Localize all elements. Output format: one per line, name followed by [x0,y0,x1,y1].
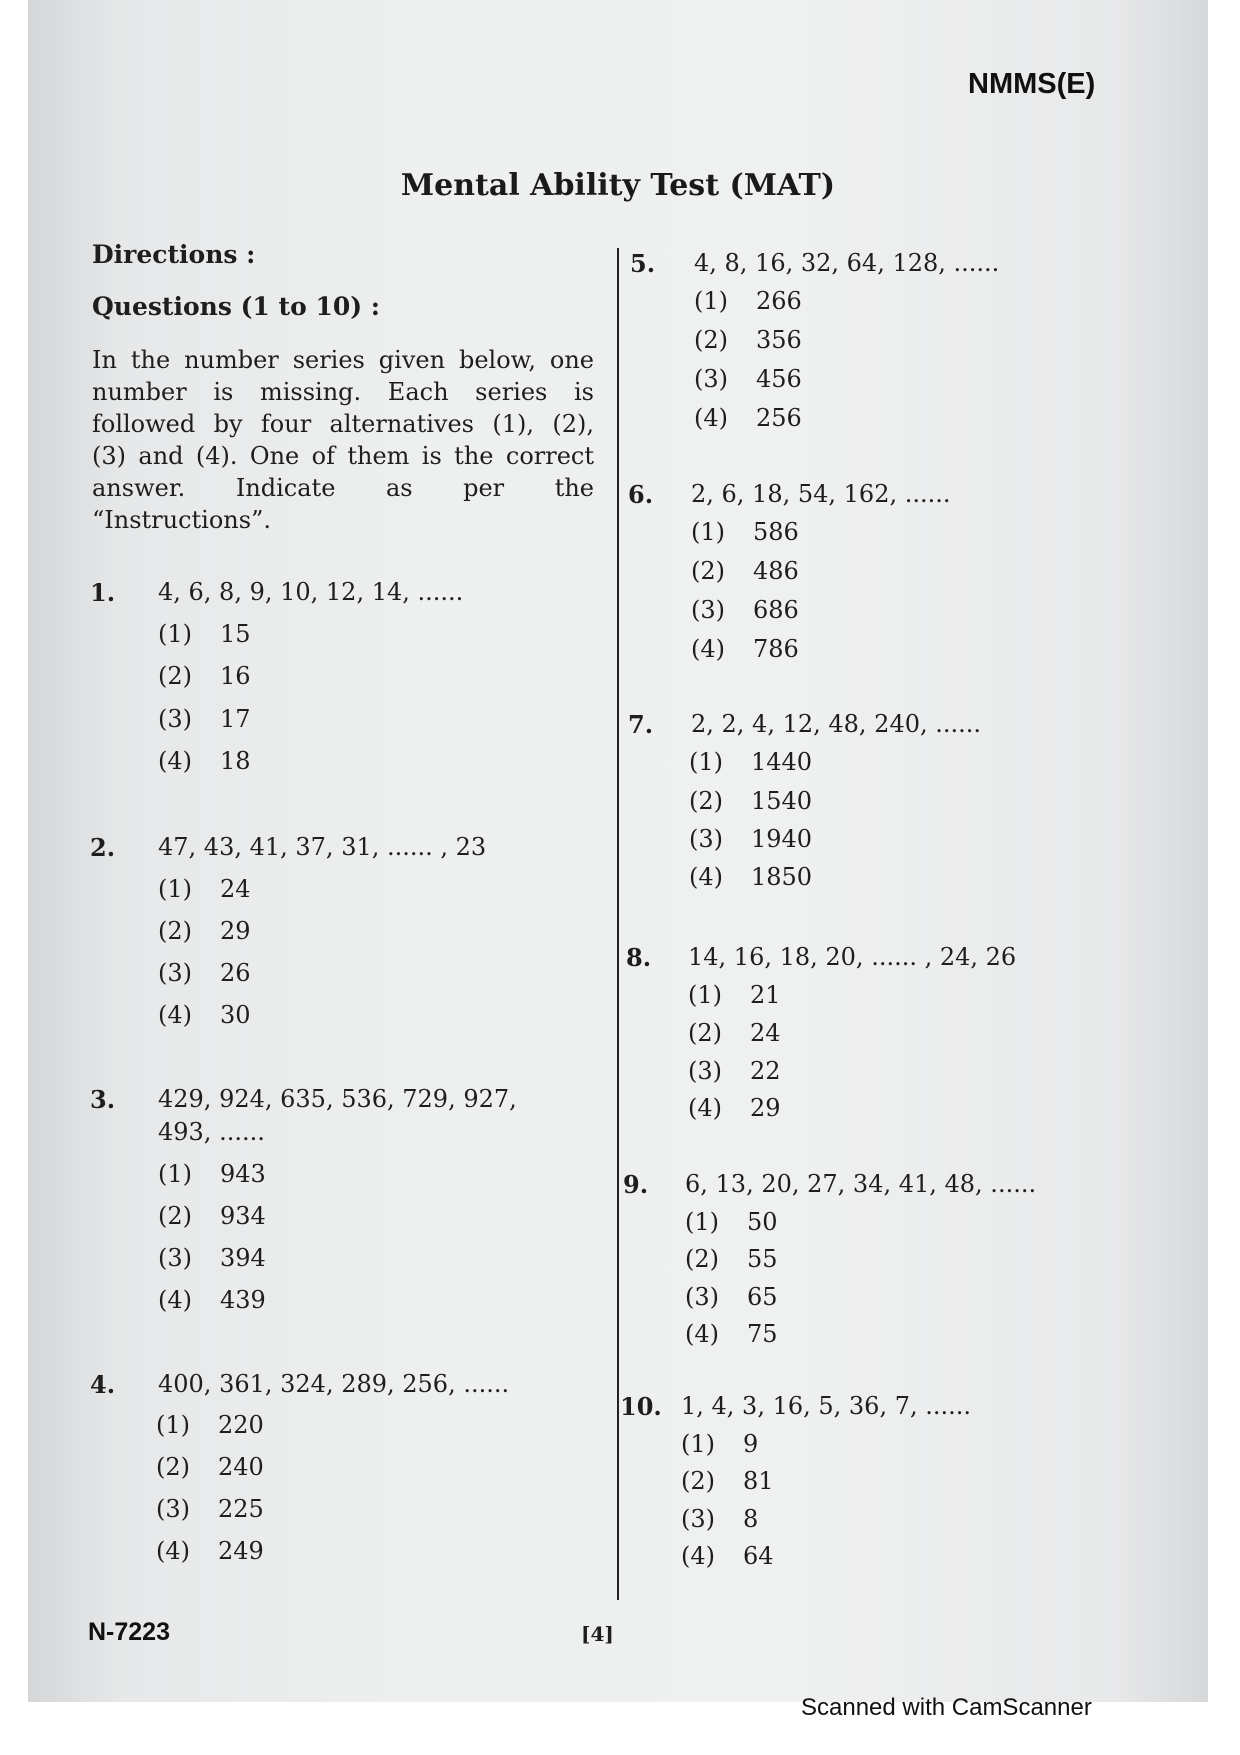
question-series: 4, 6, 8, 9, 10, 12, 14, ...... [158,578,464,606]
option-label: (3) [158,959,192,987]
question-series: 4, 8, 16, 32, 64, 128, ...... [694,249,1000,277]
option-label: (4) [691,635,725,663]
option-label: (2) [689,787,723,815]
question-number: 1. [90,578,116,607]
question-number: 9. [623,1170,649,1199]
scanner-watermark: Scanned with CamScanner [801,1694,1092,1721]
answer-option [685,1245,778,1273]
answer-option [158,1286,266,1314]
answer-option [681,1467,774,1495]
option-label: (2) [694,326,728,354]
answer-option [688,1094,781,1122]
option-label: (2) [158,1202,192,1230]
answer-option [691,518,799,546]
option-label: (1) [156,1411,190,1439]
question-number: 7. [628,710,654,739]
directions-paragraph [92,344,594,536]
option-label: (1) [688,981,722,1009]
answer-option [688,1019,781,1047]
option-value: 686 [753,596,799,624]
option-value: 225 [218,1495,264,1523]
option-label: (2) [156,1453,190,1481]
answer-option [685,1283,778,1311]
paper-code: N-7223 [88,1618,170,1646]
answer-option [681,1505,758,1533]
option-value: 934 [220,1202,266,1230]
answer-option [694,287,802,315]
directions-line: number is missing. Each series is [92,378,594,406]
option-label: (3) [158,1244,192,1272]
option-label: (3) [156,1495,190,1523]
directions-line: followed by four alternatives (1), (2), [92,410,594,438]
question-series: 493, ...... [158,1118,265,1146]
question-series: 6, 13, 20, 27, 34, 41, 48, ...... [685,1170,1037,1198]
option-value: 21 [750,981,781,1009]
option-label: (3) [158,705,192,733]
answer-option [688,1057,781,1085]
option-value: 55 [747,1245,778,1273]
exam-code: NMMS(E) [968,68,1096,100]
question-series: 429, 924, 635, 536, 729, 927, [158,1085,517,1113]
option-value: 456 [756,365,802,393]
question-series: 14, 16, 18, 20, ...... , 24, 26 [688,943,1017,971]
option-label: (3) [681,1505,715,1533]
question-number: 2. [90,833,116,862]
answer-option [158,747,251,775]
option-label: (4) [156,1537,190,1565]
answer-option [156,1495,264,1523]
option-label: (1) [691,518,725,546]
option-value: 1850 [751,863,813,891]
option-label: (4) [158,1001,192,1029]
question-number: 3. [90,1085,116,1114]
answer-option [694,326,802,354]
answer-option [156,1537,264,1565]
option-value: 29 [750,1094,781,1122]
option-value: 75 [747,1320,778,1348]
question-series: 1, 4, 3, 16, 5, 36, 7, ...... [681,1392,972,1420]
option-value: 786 [753,635,799,663]
option-value: 256 [756,404,802,432]
directions-line: (3) and (4). One of them is the correct [92,442,594,470]
scanned-page [28,0,1208,1702]
questions-range-heading: Questions (1 to 10) : [92,292,381,321]
option-value: 1540 [751,787,813,815]
option-label: (4) [685,1320,719,1348]
answer-option [156,1453,264,1481]
option-value: 1440 [751,748,813,776]
page-number: [4] [581,1622,614,1646]
option-label: (2) [681,1467,715,1495]
option-label: (2) [685,1245,719,1273]
option-value: 50 [747,1208,778,1236]
answer-option [688,981,781,1009]
option-label: (3) [691,596,725,624]
answer-option [158,917,251,945]
answer-option [158,875,251,903]
option-value: 81 [743,1467,774,1495]
column-divider [617,248,619,1600]
answer-option [158,959,251,987]
option-label: (1) [158,1160,192,1188]
answer-option [694,404,802,432]
option-label: (3) [688,1057,722,1085]
option-value: 943 [220,1160,266,1188]
answer-option [158,1001,251,1029]
option-value: 24 [750,1019,781,1047]
directions-line: In the number series given below, one [92,346,594,374]
option-label: (4) [158,1286,192,1314]
question-series: 47, 43, 41, 37, 31, ...... , 23 [158,833,487,861]
option-label: (3) [694,365,728,393]
answer-option [158,1160,266,1188]
option-label: (4) [681,1542,715,1570]
answer-option [685,1208,778,1236]
option-value: 16 [220,662,251,690]
option-value: 356 [756,326,802,354]
option-value: 394 [220,1244,266,1272]
option-value: 22 [750,1057,781,1085]
option-label: (3) [689,825,723,853]
option-label: (2) [158,917,192,945]
option-value: 1940 [751,825,813,853]
option-label: (2) [158,662,192,690]
option-value: 24 [220,875,251,903]
option-value: 8 [743,1505,759,1533]
option-value: 17 [220,705,251,733]
answer-option [689,863,812,891]
answer-option [156,1411,264,1439]
answer-option [158,1244,266,1272]
question-number: 8. [626,943,652,972]
question-number: 6. [628,480,654,509]
option-label: (2) [688,1019,722,1047]
option-label: (1) [158,620,192,648]
answer-option [689,748,812,776]
answer-option [694,365,802,393]
question-number: 4. [90,1370,116,1399]
option-label: (4) [688,1094,722,1122]
option-value: 439 [220,1286,266,1314]
question-number: 5. [630,249,656,278]
option-label: (2) [691,557,725,585]
option-value: 65 [747,1283,778,1311]
option-value: 486 [753,557,799,585]
answer-option [685,1320,778,1348]
answer-option [158,662,251,690]
question-series: 400, 361, 324, 289, 256, ...... [158,1370,510,1398]
option-value: 249 [218,1537,264,1565]
option-label: (1) [681,1430,715,1458]
option-value: 240 [218,1453,264,1481]
option-label: (3) [685,1283,719,1311]
answer-option [691,596,799,624]
option-label: (4) [689,863,723,891]
page-title: Mental Ability Test (MAT) [400,168,836,203]
question-number: 10. [620,1392,662,1421]
option-value: 64 [743,1542,774,1570]
option-value: 586 [753,518,799,546]
option-label: (1) [158,875,192,903]
option-label: (4) [158,747,192,775]
directions-heading: Directions : [92,240,256,269]
question-series: 2, 6, 18, 54, 162, ...... [691,480,951,508]
question-series: 2, 2, 4, 12, 48, 240, ...... [691,710,982,738]
answer-option [689,787,812,815]
answer-option [681,1542,774,1570]
option-value: 26 [220,959,251,987]
answer-option [691,635,799,663]
answer-option [158,705,251,733]
option-value: 9 [743,1430,759,1458]
answer-option [691,557,799,585]
option-value: 18 [220,747,251,775]
option-label: (1) [694,287,728,315]
answer-option [158,620,251,648]
option-label: (1) [689,748,723,776]
option-value: 15 [220,620,251,648]
directions-line: answer. Indicate as per the [92,474,594,502]
option-value: 29 [220,917,251,945]
answer-option [689,825,812,853]
directions-line: “Instructions”. [92,506,271,534]
option-value: 30 [220,1001,251,1029]
option-label: (1) [685,1208,719,1236]
answer-option [681,1430,758,1458]
answer-option [158,1202,266,1230]
option-label: (4) [694,404,728,432]
option-value: 266 [756,287,802,315]
option-value: 220 [218,1411,264,1439]
